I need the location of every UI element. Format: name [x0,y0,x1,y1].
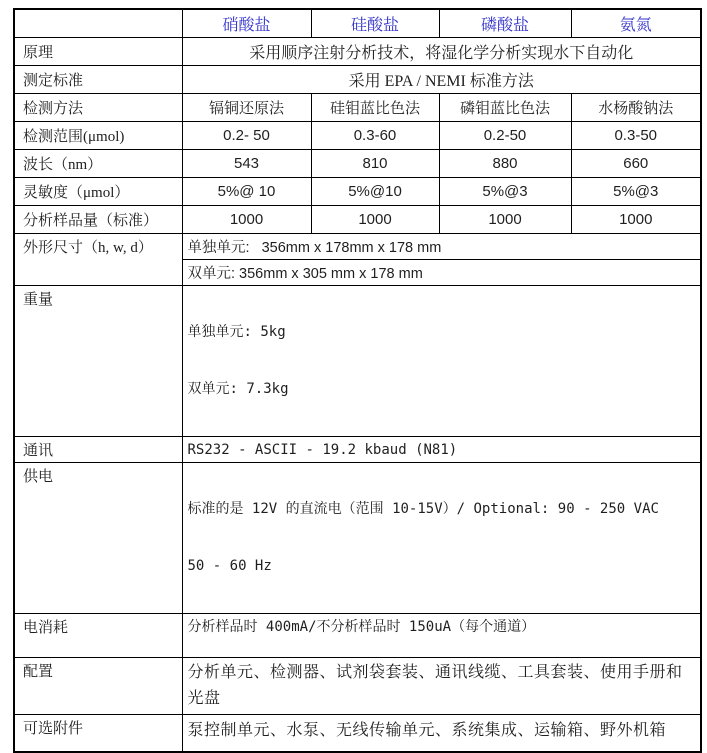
sample-volume-phosphate: 1000 [439,206,571,234]
power-supply-line2: 50 - 60 Hz [187,558,272,574]
sensitivity-ammonia: 5%@3 [571,178,701,206]
range-phosphate: 0.2-50 [439,122,571,150]
row-optional-accessories-label: 可选附件 [14,715,182,753]
row-power-supply [14,463,701,614]
row-sensitivity-label: 灵敏度（μmol） [14,178,182,206]
wavelength-phosphate: 880 [439,150,571,178]
sensitivity-silicate: 5%@10 [311,178,439,206]
weight-single-unit: 单独单元: 5kg [187,324,286,340]
dimensions-single-unit: 单独单元: 356mm x 178mm x 178 mm [182,234,701,260]
row-range-label: 检测范围(μmol) [14,122,182,150]
power-supply-value [182,463,701,614]
range-ammonia: 0.3-50 [571,122,701,150]
optional-accessories-value: 泵控制单元、水泵、无线传输单元、系统集成、运输箱、野外机箱 [182,715,701,753]
row-power-supply-label: 供电 [14,463,182,614]
method-phosphate: 磷钼蓝比色法 [439,94,571,122]
row-standard-value: 采用 EPA / NEMI 标准方法 [182,66,701,94]
row-sensitivity [14,178,701,206]
sensitivity-nitrate: 5%@ 10 [182,178,311,206]
range-silicate: 0.3-60 [311,122,439,150]
configuration-value: 分析单元、检测器、试剂袋套装、通讯线缆、工具套装、使用手册和光盘 [182,658,701,715]
wavelength-ammonia: 660 [571,150,701,178]
row-range [14,122,701,150]
weight-values [182,286,701,437]
sensitivity-phosphate: 5%@3 [439,178,571,206]
spec-table [13,8,702,753]
header-cell-phosphate: 磷酸盐 [439,9,571,38]
row-weight [14,286,701,437]
row-standard-label: 测定标准 [14,66,182,94]
dimensions-dual-unit: 双单元: 356mm x 305 mm x 178 mm [182,260,701,286]
header-corner-cell [14,9,182,38]
method-ammonia: 水杨酸钠法 [571,94,701,122]
method-nitrate: 镉铜还原法 [182,94,311,122]
row-wavelength-label: 波长（nm） [14,150,182,178]
sample-volume-silicate: 1000 [311,206,439,234]
row-sample-volume-label: 分析样品量（标准） [14,206,182,234]
row-method [14,94,701,122]
method-silicate: 硅钼蓝比色法 [311,94,439,122]
row-principle-label: 原理 [14,38,182,66]
row-weight-label: 重量 [14,286,182,437]
sample-volume-nitrate: 1000 [182,206,311,234]
row-standard [14,66,701,94]
communication-value: RS232 - ASCII - 19.2 kbaud (N81) [182,437,701,463]
wavelength-nitrate: 543 [182,150,311,178]
sample-volume-ammonia: 1000 [571,206,701,234]
row-dimensions [14,234,701,260]
row-wavelength [14,150,701,178]
row-configuration-label: 配置 [14,658,182,715]
header-cell-silicate: 硅酸盐 [311,9,439,38]
header-row [14,9,701,38]
row-communication-label: 通讯 [14,437,182,463]
row-principle-value: 采用顺序注射分析技术，将湿化学分析实现水下自动化 [182,38,701,66]
row-principle [14,38,701,66]
row-power-consumption-label: 电消耗 [14,614,182,658]
row-sample-volume [14,206,701,234]
header-cell-nitrate: 硝酸盐 [182,9,311,38]
wavelength-silicate: 810 [311,150,439,178]
row-communication [14,437,701,463]
row-optional-accessories [14,715,701,753]
power-consumption-value: 分析样品时 400mA/不分析样品时 150uA（每个通道） [182,614,701,658]
range-nitrate: 0.2- 50 [182,122,311,150]
header-cell-ammonia: 氨氮 [571,9,701,38]
row-dimensions-label: 外形尺寸（h, w, d） [14,234,182,286]
weight-dual-unit: 双单元: 7.3kg [187,381,289,397]
row-method-label: 检测方法 [14,94,182,122]
power-supply-line1: 标准的是 12V 的直流电（范围 10-15V）/ Optional: 90 - 250 VAC [187,501,659,517]
row-power-consumption [14,614,701,658]
row-configuration [14,658,701,715]
